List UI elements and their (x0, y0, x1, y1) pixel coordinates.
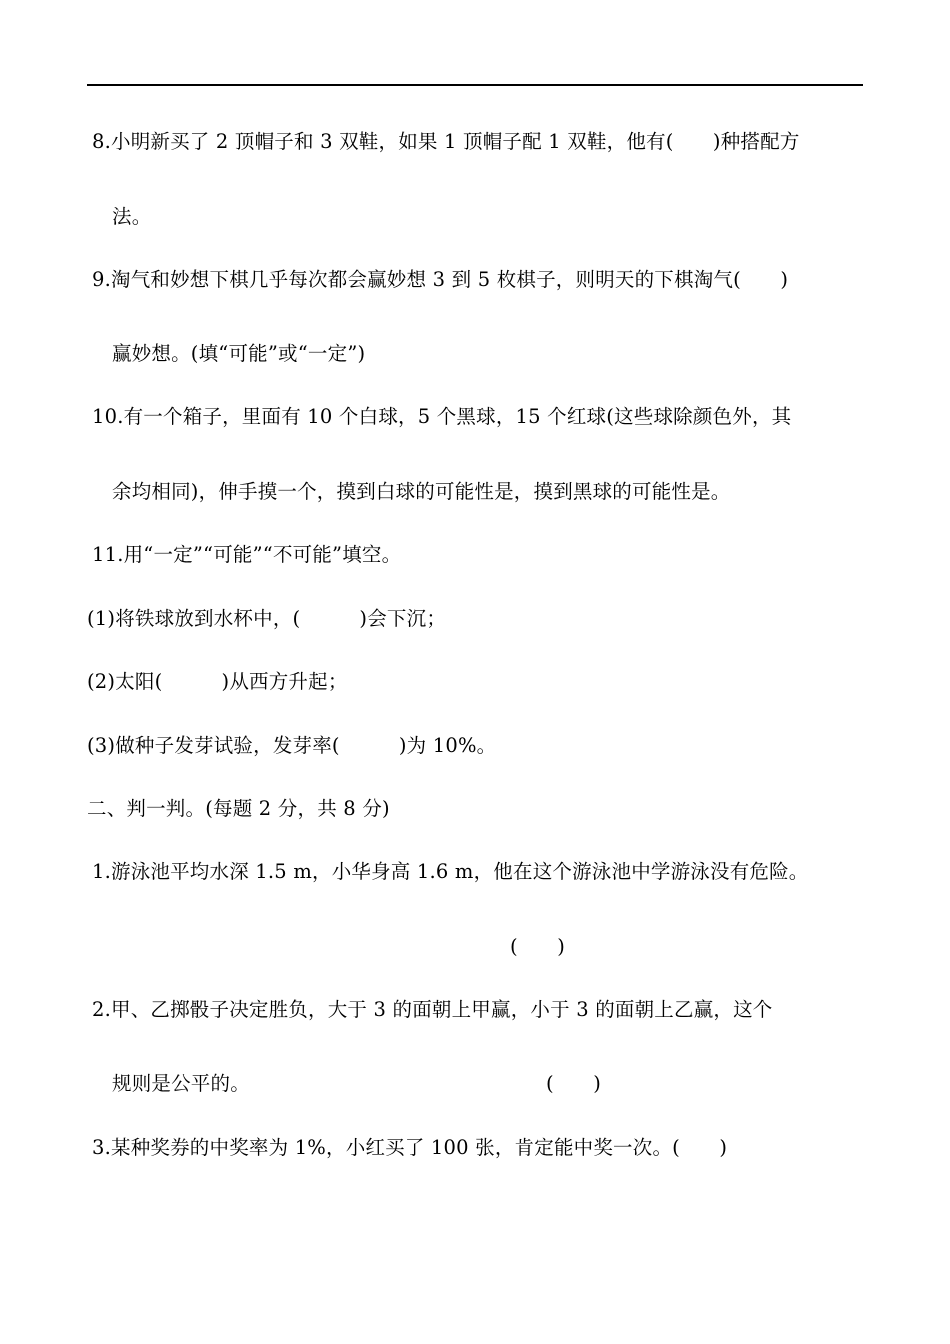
q11-stem: 11.用“一定”“可能”“不可能”填空。 (92, 543, 402, 566)
judge-q2-line2: 规则是公平的。 (112, 1072, 250, 1095)
q9-line2: 赢妙想。(填“可能”或“一定”) (112, 342, 366, 365)
q11-sub3: (3)做种子发芽试验，发芽率( )为 10%。 (87, 734, 497, 757)
judge-q3-line1: 3.某种奖券的中奖率为 1%，小红买了 100 张，肯定能中奖一次。( ) (92, 1136, 728, 1159)
judge-section-heading: 二、判一判。(每题 2 分，共 8 分) (87, 797, 390, 820)
judge-q2-paren: ( ) (546, 1072, 602, 1095)
q9-line1: 9.淘气和妙想下棋几乎每次都会赢妙想 3 到 5 枚棋子，则明天的下棋淘气( ) (92, 268, 789, 291)
header-rule (87, 84, 863, 86)
q8-line2: 法。 (112, 205, 152, 228)
q11-sub2: (2)太阳( )从西方升起； (87, 670, 348, 693)
q11-sub1: (1)将铁球放到水杯中，( )会下沉； (87, 607, 447, 630)
judge-q2-line1: 2.甲、乙掷骰子决定胜负，大于 3 的面朝上甲赢，小于 3 的面朝上乙赢，这个 (92, 998, 773, 1021)
q10-line1: 10.有一个箱子，里面有 10 个白球，5 个黑球，15 个红球(这些球除颜色外，其 (92, 405, 792, 428)
q10-line2: 余均相同)，伸手摸一个，摸到白球的可能性是，摸到黑球的可能性是。 (112, 480, 731, 503)
judge-q1-paren: ( ) (510, 935, 566, 958)
judge-q1-line1: 1.游泳池平均水深 1.5 m，小华身高 1.6 m，他在这个游泳池中学游泳没有危险。 (92, 860, 809, 883)
q8-line1: 8.小明新买了 2 顶帽子和 3 双鞋，如果 1 顶帽子配 1 双鞋，他有( )种搭配方 (92, 130, 800, 153)
